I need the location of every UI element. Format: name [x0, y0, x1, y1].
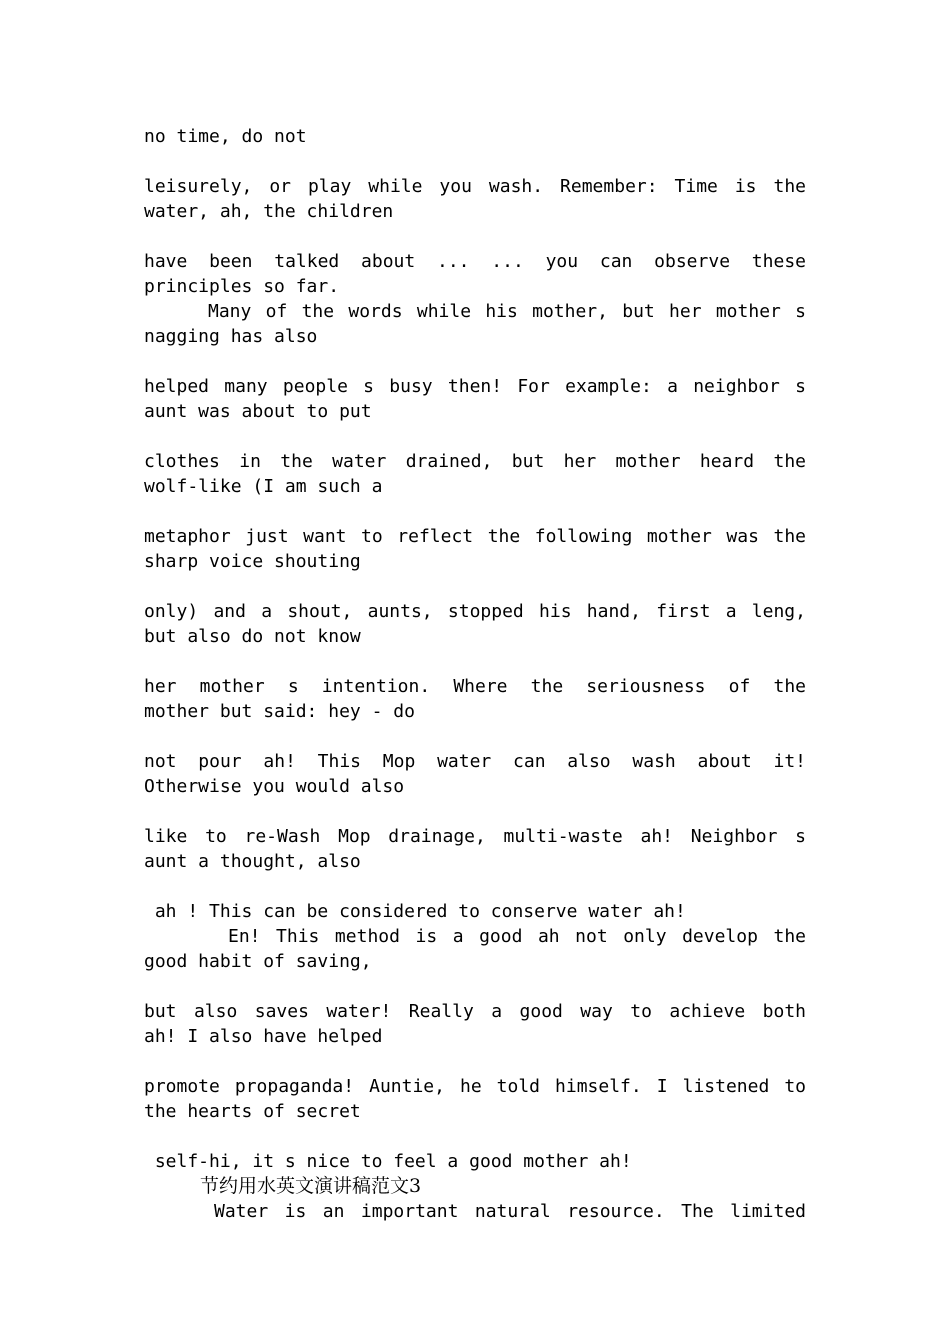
text-line: ah! I also have helped — [144, 1026, 383, 1047]
blank-line — [144, 424, 806, 449]
text-line: her mother s intention. Where the seriousness of the — [144, 676, 806, 697]
text-line: Many of the words while his mother, but her mother s — [208, 301, 806, 322]
blank-line — [144, 499, 806, 524]
text-line: Otherwise you would also — [144, 776, 405, 797]
text-line: sharp voice shouting — [144, 551, 361, 572]
blank-line — [144, 1049, 806, 1074]
blank-line — [144, 799, 806, 824]
text-line: water, ah, the children — [144, 201, 394, 222]
blank-line — [144, 974, 806, 999]
section-heading: 节约用水英文演讲稿范文3 — [200, 1175, 422, 1197]
text-line: wolf-like (I am such a — [144, 476, 383, 497]
text-line: principles so far. — [144, 276, 340, 297]
text-line: no time, do not — [144, 126, 307, 147]
blank-line — [144, 349, 806, 374]
blank-line — [144, 149, 806, 174]
text-line: the hearts of secret — [144, 1101, 361, 1122]
text-line: aunt a thought, also — [144, 851, 361, 872]
text-line: ah ! This can be considered to conserve water ah! — [144, 901, 686, 922]
document-body — [144, 124, 806, 1224]
text-line: promote propaganda! Auntie, he told himself. I listened to — [144, 1076, 806, 1097]
blank-line — [144, 224, 806, 249]
text-line: clothes in the water drained, but her mother heard the — [144, 451, 806, 472]
text-line: nagging has also — [144, 326, 318, 347]
text-line: En! This method is a good ah not only develop the — [228, 926, 806, 947]
text-line: mother but said: hey - do — [144, 701, 415, 722]
text-line: not pour ah! This Mop water can also wash about it! — [144, 751, 806, 772]
text-line: leisurely, or play while you wash. Remember: Time is the — [144, 176, 806, 197]
text-line: like to re-Wash Mop drainage, multi-waste ah! Neighbor s — [144, 826, 806, 847]
text-line: have been talked about ... ... you can observe these — [144, 251, 806, 272]
blank-line — [144, 1124, 806, 1149]
text-line: good habit of saving, — [144, 951, 372, 972]
text-line: but also do not know — [144, 626, 361, 647]
blank-line — [144, 574, 806, 599]
text-line: metaphor just want to reflect the following mother was the — [144, 526, 806, 547]
text-line: self-hi, it s nice to feel a good mother ah! — [144, 1151, 632, 1172]
blank-line — [144, 724, 806, 749]
text-line: helped many people s busy then! For example: a neighbor s — [144, 376, 806, 397]
blank-line — [144, 874, 806, 899]
blank-line — [144, 649, 806, 674]
text-line: Water is an important natural resource. The limited — [214, 1201, 806, 1222]
text-line: but also saves water! Really a good way to achieve both — [144, 1001, 806, 1022]
text-line: only) and a shout, aunts, stopped his hand, first a leng, — [144, 601, 806, 622]
text-line: aunt was about to put — [144, 401, 372, 422]
